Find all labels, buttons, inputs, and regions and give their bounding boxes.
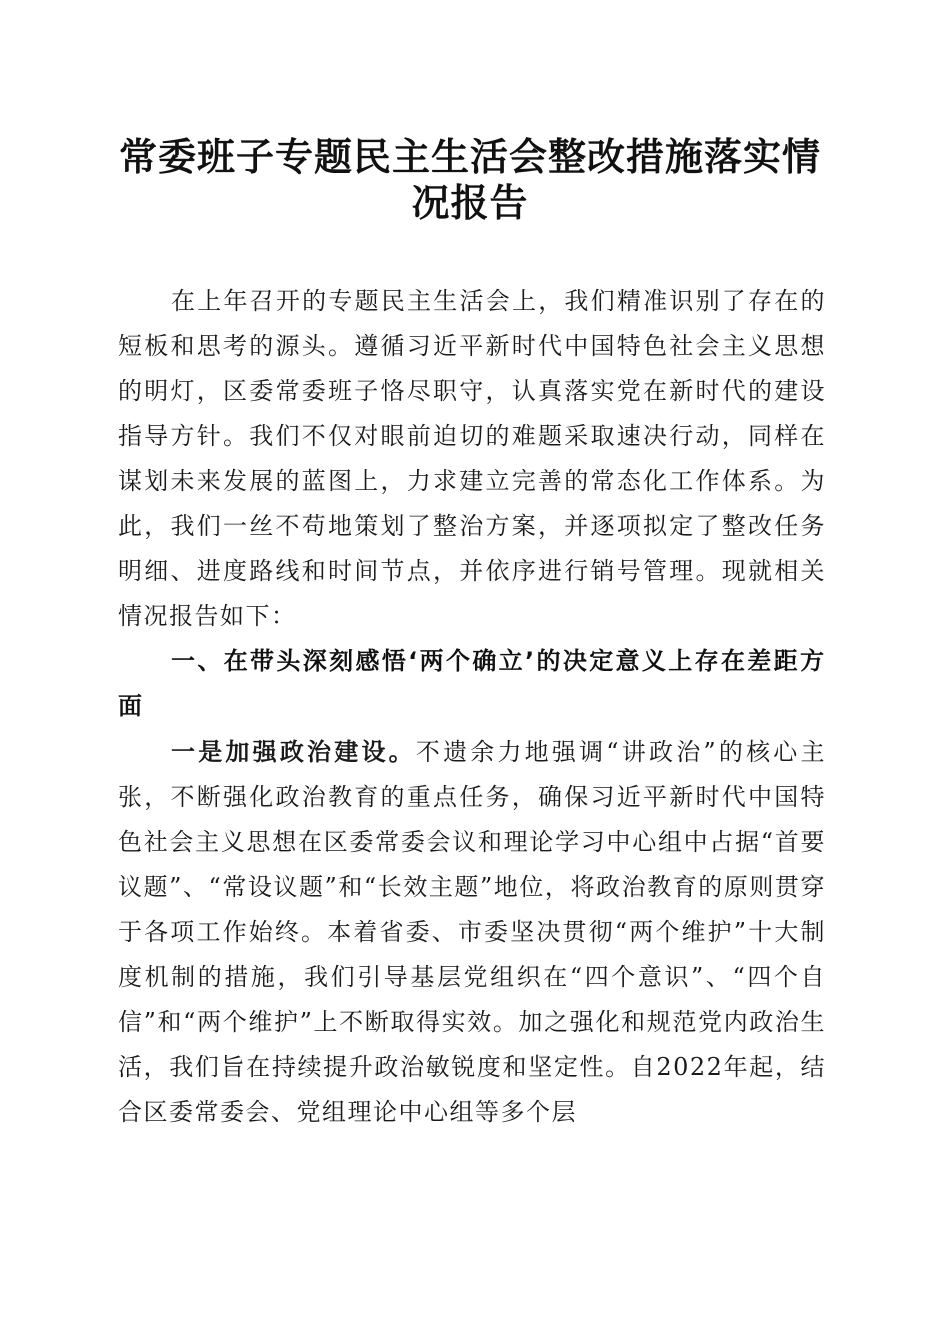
intro-paragraph: 在上年召开的专题民主生活会上，我们精准识别了存在的短板和思考的源头。遵循习近平新时代中国特色社会主义思想的明灯，区委常委班子恪尽职守，认真落实党在新时代的建设指导方针。我们不仅对眼前迫切的难题采取速决行动，同样在谋划未来发展的蓝图上，力求建立完善的常态化工作体系。为此，我们一丝不苟地策划了整治方案，并逐项拟定了整改任务明细、进度路线和时间节点，并依序进行销号管理。现就相关情况报告如下： [118, 287, 826, 630]
paragraph-lead: 一是加强政治建设。 [171, 737, 416, 766]
document-title: 常委班子专题民主生活会整改措施落实情况报告 [118, 134, 821, 225]
paragraph-text: 不遗余力地强调“讲政治”的核心主张，不断强化政治教育的重点任务，确保习近平新时代中国特色社会主义思想在区委常委会议和理论学习中心组中占据“首要议题”、“常设议题”和“长效主题”地位，将政治教育的原则贯穿于各项工作始终。本着省委、市委坚决贯彻“两个维护”十大制度机制的措施，我们引导基层党组织在“四个意识”、“四个自信”和“两个维护”上不断取得实效。加之强化和规范党内政治生活，我们旨在持续提升政治敏锐度和坚定性。自2022年起，结合区委常委会、党组理论中心组等多个层 [118, 738, 826, 1126]
section-heading: 一、在带头深刻感悟‘两个确立’的决定意义上存在差距方面 [118, 647, 826, 720]
document-body [118, 279, 826, 1135]
section-paragraph [118, 729, 826, 1135]
